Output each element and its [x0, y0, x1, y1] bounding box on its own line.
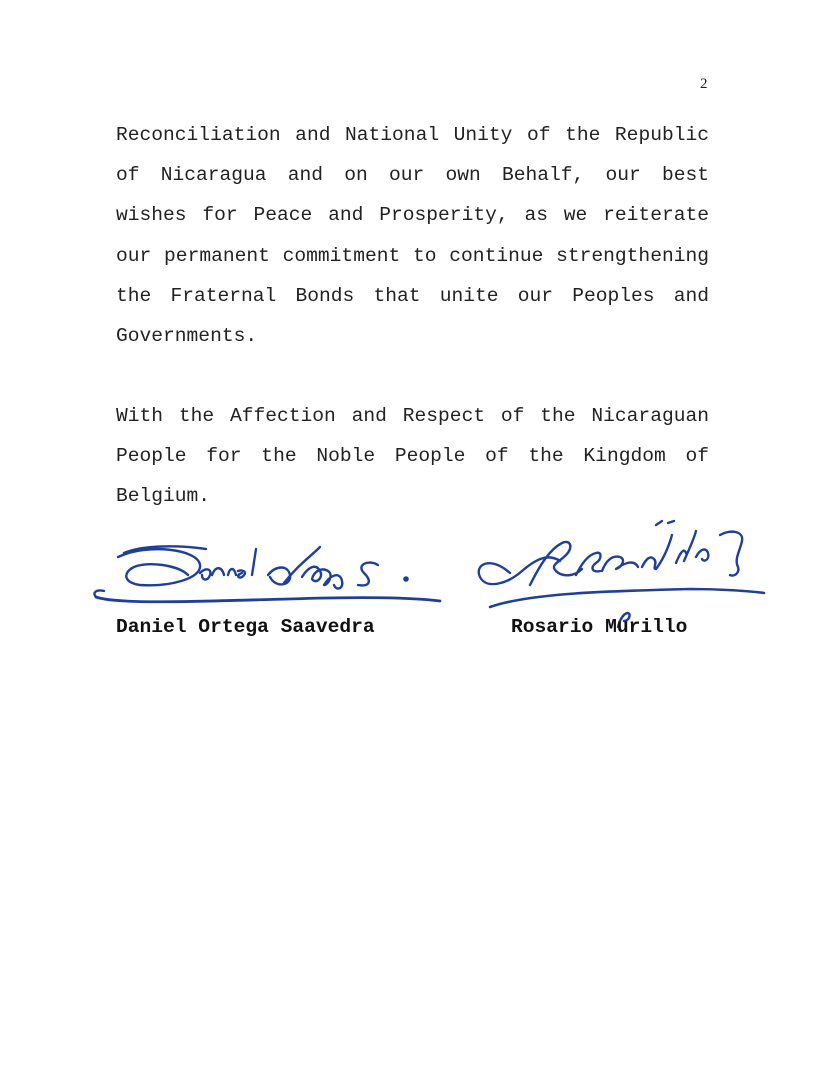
signatory-name-daniel-ortega: Daniel Ortega Saavedra	[116, 616, 375, 638]
paragraph-affection-respect: With the Affection and Respect of the Nicaraguan People for the Noble People of the Kingdom of Belgium.	[116, 405, 709, 508]
signatory-name-rosario-murillo: Rosario Murillo	[511, 616, 688, 638]
signature-daniel-ortega	[88, 535, 448, 615]
paragraph-closing-wishes: Reconciliation and National Unity of the Republic of Nicaragua and on our own Behalf, our best wishes for Peace and Prosperity, as we reiterate our permanent commitment to continue strengthening the Fraternal Bonds that unite our Peoples and Governments.	[116, 124, 709, 348]
page-number: 2	[700, 76, 708, 92]
